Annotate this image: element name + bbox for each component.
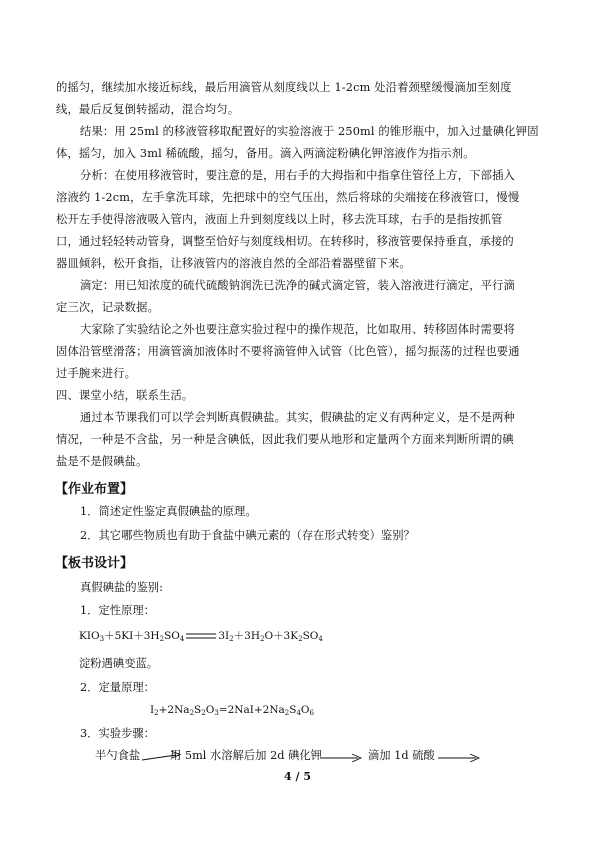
paragraph-line: 线，最后反复倒转摇动，混合均匀。: [56, 103, 240, 116]
paragraph-line: 溶液约 1-2cm，左手拿洗耳球，先把球中的空气压出，然后将球的尖端接在移液管口，慢慢: [56, 191, 520, 204]
paragraph-line: 过手腕来进行。: [56, 367, 137, 380]
paragraph-line: 口，通过轻轻转动管身，调整至恰好与刻度线相切。在转移时，移液管要保持垂直，承接的: [56, 235, 514, 248]
paragraph-line: 定三次，记录数据。: [56, 301, 160, 314]
homework-item: 2．其它哪些物质也有助于食盐中碘元素的（存在形式转变）鉴别？: [80, 529, 415, 542]
paragraph-line: 结果：用 25ml 的移液管移取配置好的实验溶液于 250ml 的锥形瓶中，加入过量碘化钾固: [80, 125, 539, 138]
paragraph-line: 体，摇匀，加入 3ml 稀硫酸，摇匀，备用。滴入两滴淀粉碘化钾溶液作为指示剂。: [56, 147, 475, 160]
homework-item: 1．简述定性鉴定真假碘盐的原理。: [80, 505, 257, 518]
quantitative-label: 2．定量原理：: [80, 681, 155, 694]
paragraph-line: 固体沿管壁滑落；用滴管滴加液体时不要将滴管伸入试管（比色管），摇匀振荡的过程也要通: [56, 345, 520, 358]
homework-heading: 【作业布置】: [55, 482, 134, 497]
arrow-right-icon: [318, 748, 366, 762]
paragraph-line: 通过本节课我们可以学会判断真假碘盐。其实，假碘盐的定义有两种定义，是不是两种: [80, 411, 515, 424]
paragraph-line: 松开左手使得溶液吸入管内，液面上升到刻度线以上时，移去洗耳球，右手的是指按抓管: [56, 213, 503, 226]
paragraph-line: 盐是不是假碘盐。: [56, 455, 148, 468]
quantitative-equation: $I_2+2Na_2S_2O_3=2NaI+2Na_2S_4O_6$: [150, 704, 314, 717]
board-heading: 【板书设计】: [55, 556, 134, 571]
paragraph-line: 大家除了实验结论之外也要注意实验过程中的操作规范，比如取用、转移固体时需要将: [80, 323, 515, 336]
paragraph-line: 器皿倾斜，松开食指，让移液管内的溶液自然的全部沿着器壁留下来。: [56, 257, 411, 270]
paragraph-line: 情况，一种是不含盐，另一种是含碘低，因此我们要从地形和定量两个方面来判断所谓的碘: [56, 433, 514, 446]
step-2: 用 5ml 水溶解后加 2d 碘化钾: [170, 749, 322, 762]
equals-sign-icon: [186, 633, 216, 639]
paragraph-line: 分析：在使用移液管时，要注意的是，用右手的大拇指和中指拿住管径上方，下部插入: [80, 169, 515, 182]
steps-label: 3．实验步骤：: [80, 727, 155, 740]
step-1: 半勺食盐: [95, 749, 141, 762]
arrow-right-icon: [436, 748, 484, 762]
paragraph-line: 的摇匀，继续加水接近标线，最后用滴管从刻度线以上 1-2cm 处沿着颈壁缓慢滴加至刻度: [56, 81, 512, 94]
page-number: 4 / 5: [284, 770, 311, 783]
board-title: 真假碘盐的鉴别:: [80, 581, 163, 594]
starch-note: 淀粉遇碘变蓝。: [79, 657, 159, 670]
section-heading-summary: 四、课堂小结，联系生活。: [56, 389, 194, 402]
paragraph-line: 滴定：用已知浓度的硫代硫酸钠润洗已洗净的碱式滴定管，装入溶液进行滴定，平行滴: [80, 279, 515, 292]
step-3: 滴加 1d 硫酸: [368, 749, 435, 762]
qualitative-equation: $KIO_3+5KI+3H_2SO_4$ $3I_2+3H_2O+3K_2SO_4$: [79, 630, 323, 643]
qualitative-label: 1．定性原理：: [80, 604, 155, 617]
